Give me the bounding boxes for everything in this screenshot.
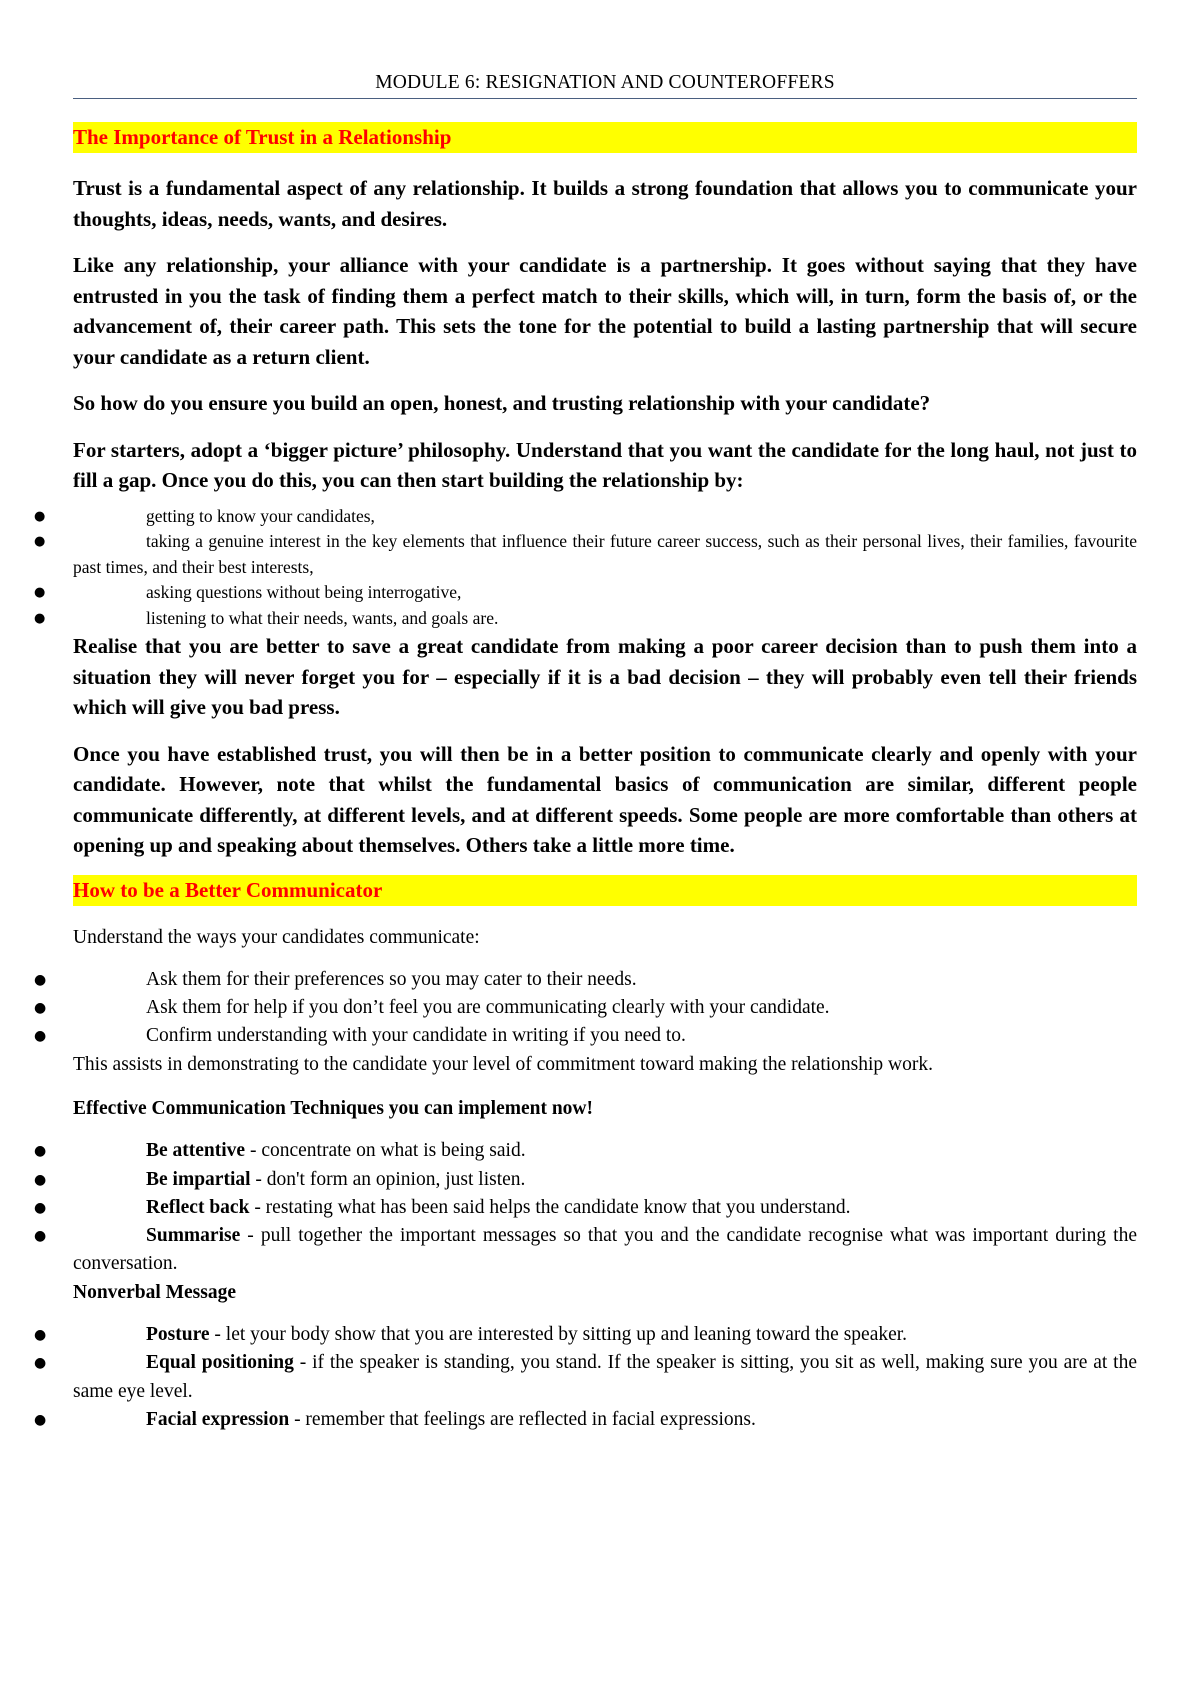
bullet-icon: ●	[34, 610, 46, 626]
list-item: ● Be attentive - concentrate on what is being said.	[73, 1137, 1137, 1165]
list-item: ● listening to what their needs, wants, and goals are.	[73, 606, 1137, 632]
bullet-icon: ●	[34, 1171, 47, 1188]
list-item: ● Summarise - pull together the important messages so that you and the candidate recognise what was important during the conversation.	[73, 1222, 1137, 1279]
list-item: ● asking questions without being interrogative,	[73, 580, 1137, 606]
paragraph: This assists in demonstrating to the candidate your level of commitment toward making the relationship work.	[73, 1053, 933, 1075]
list-item: ● taking a genuine interest in the key elements that influence their future career success, such as their personal lives, their families, favourite past times, and their best interests,	[34, 531, 1137, 577]
bullet-icon: ●	[34, 971, 47, 988]
bullet-icon: ●	[34, 1355, 47, 1372]
list-item: ● Confirm understanding with your candidate in writing if you need to.	[73, 1022, 1137, 1050]
list-item: ● Be impartial - don't form an opinion, just listen.	[73, 1166, 1137, 1194]
paragraph: Once you have established trust, you will then be in a better position to communicate clearly and openly with your candidate. However, note that whilst the fundamental basics of communication are similar, different people communicate differently, at different levels, and at different speeds. Some people are more comfortable than others at opening up and speaking about themselves. Others take a little more time.	[73, 741, 1137, 857]
bullet-icon: ●	[34, 1028, 47, 1045]
paragraph: Trust is a fundamental aspect of any relationship. It builds a strong foundation that allows you to communicate your thoughts, ideas, needs, wants, and desires.	[73, 176, 1137, 231]
techniques-title: Effective Communication Techniques you can implement now!	[73, 1097, 594, 1119]
list-item: ● Ask them for their preferences so you may cater to their needs.	[73, 966, 1137, 994]
intro-paragraph: Understand the ways your candidates communicate:	[73, 926, 480, 948]
section-heading-communicator: How to be a Better Communicator	[73, 875, 1137, 906]
bullet-icon: ●	[34, 1199, 47, 1216]
bullet-icon: ●	[34, 585, 46, 600]
relationship-bullet-list	[34, 504, 1137, 632]
nonverbal-title: Nonverbal Message	[73, 1281, 237, 1303]
page-content	[34, 72, 1137, 1434]
list-item: ● Ask them for help if you don’t feel you are communicating clearly with your candidate.	[73, 994, 1137, 1022]
list-item: ● Equal positioning - if the speaker is standing, you stand. If the speaker is sitting, you sit as well, making sure you are at the same eye level.	[73, 1349, 1137, 1406]
bullet-icon: ●	[34, 534, 46, 549]
list-item: ● Posture - let your body show that you are interested by sitting up and leaning toward the speaker.	[73, 1321, 1137, 1349]
question-paragraph: So how do you ensure you build an open, honest, and trusting relationship with your candidate?	[73, 391, 931, 415]
communicate-bullet-list	[34, 966, 1137, 1051]
page-header: MODULE 6: RESIGNATION AND COUNTEROFFERS	[73, 72, 1137, 99]
paragraph: For starters, adopt a ‘bigger picture’ philosophy. Understand that you want the candidate for the long haul, not just to fill a gap. Once you do this, you can then start building the relationship by:	[73, 437, 1137, 492]
techniques-bullet-list	[34, 1137, 1137, 1278]
bullet-icon: ●	[34, 1411, 47, 1428]
nonverbal-bullet-list	[34, 1321, 1137, 1434]
list-item: ● getting to know your candidates,	[73, 504, 1137, 530]
list-item: ● Facial expression - remember that feelings are reflected in facial expressions.	[73, 1406, 1137, 1434]
bullet-icon: ●	[34, 1143, 47, 1160]
bullet-icon: ●	[34, 1228, 47, 1245]
paragraph: Realise that you are better to save a great candidate from making a poor career decision than to push them into a situation they will never forget you for – especially if it is a bad decision – they will probably even tell their friends which will give you bad press.	[73, 634, 1137, 719]
section-heading-trust: The Importance of Trust in a Relationship	[73, 122, 1137, 153]
list-item: ● Reflect back - restating what has been said helps the candidate know that you understand.	[73, 1194, 1137, 1222]
paragraph: Like any relationship, your alliance with your candidate is a partnership. It goes without saying that they have entrusted in you the task of finding them a perfect match to their skills, which will, in turn, form the basis of, or the advancement of, their career path. This sets the tone for the potential to build a lasting partnership that will secure your candidate as a return client.	[73, 253, 1137, 369]
bullet-icon: ●	[34, 1327, 47, 1344]
bullet-icon: ●	[34, 1000, 47, 1017]
bullet-icon: ●	[34, 508, 46, 524]
